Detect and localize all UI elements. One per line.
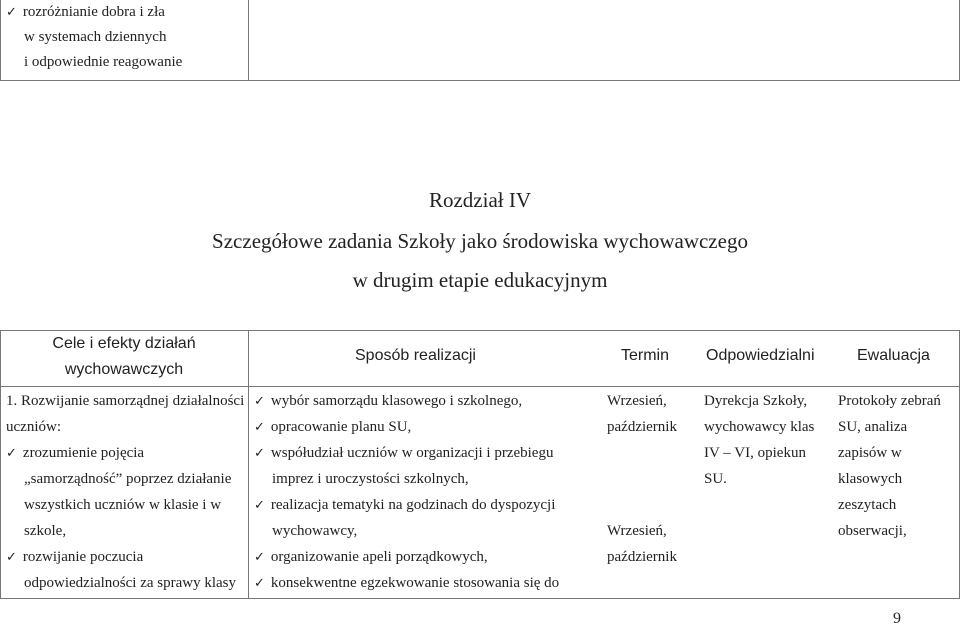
- checkmark-icon: ✓: [254, 446, 265, 461]
- term-line: październik: [607, 419, 677, 435]
- responsible-line: wychowawcy klas: [704, 419, 815, 435]
- header-term: Termin: [621, 347, 670, 364]
- header-responsible: Odpowiedzialni: [706, 347, 815, 364]
- header-evaluation: Ewaluacja: [857, 347, 930, 364]
- chapter-subtitle-line2: w drugim etapie edukacyjnym: [352, 268, 608, 292]
- checkmark-icon: ✓: [6, 5, 17, 20]
- goal-line: odpowiedzialności za sprawy klasy: [24, 575, 237, 591]
- evaluation-line: SU, analiza: [838, 419, 908, 435]
- goal-line: „samorządność” poprzez działanie: [24, 471, 232, 487]
- goal-line: wszystkich uczniów w klasie i w: [24, 497, 222, 513]
- top-table-divider: [248, 0, 249, 80]
- responsible-line: Dyrekcja Szkoły,: [704, 393, 808, 409]
- method-item: ✓ konsekwentne egzekwowanie stosowania się do: [254, 575, 560, 591]
- header-row-divider: [0, 386, 960, 387]
- top-list-item: ✓ rozróżnianie dobra i zła: [6, 4, 165, 20]
- goal-item: ✓ rozwijanie poczucia: [6, 549, 144, 565]
- evaluation-line: zeszytach: [838, 497, 897, 513]
- responsible-line: SU.: [704, 471, 727, 487]
- checkmark-icon: ✓: [254, 394, 265, 409]
- method-item: ✓ wybór samorządu klasowego i szkolnego,: [254, 393, 523, 409]
- top-list-item: i odpowiednie reagowanie: [24, 54, 183, 70]
- term-line: Wrzesień,: [607, 523, 667, 539]
- method-item: ✓ realizacja tematyki na godzinach do dyspozycji: [254, 497, 556, 513]
- term-line: Wrzesień,: [607, 393, 667, 409]
- goal-line: uczniów:: [6, 419, 61, 435]
- evaluation-line: Protokoły zebrań: [838, 393, 941, 409]
- goal-line: 1. Rozwijanie samorządnej działalności: [6, 393, 245, 409]
- method-item: ✓ organizowanie apeli porządkowych,: [254, 549, 488, 565]
- method-item: ✓ współudział uczniów w organizacji i przebiegu: [254, 445, 554, 461]
- checkmark-icon: ✓: [254, 498, 265, 513]
- checkmark-icon: ✓: [254, 550, 265, 565]
- evaluation-line: klasowych: [838, 471, 903, 487]
- header-goals: Cele i efekty działań wychowawczych: [52, 335, 196, 378]
- page-number: 9: [893, 610, 901, 627]
- chapter-subtitle-line1: Szczegółowe zadania Szkoły jako środowiska wychowawczego: [212, 229, 748, 253]
- goal-item: ✓ zrozumienie pojęcia: [6, 445, 145, 461]
- method-line: wychowawcy,: [272, 523, 358, 539]
- evaluation-line: zapisów w: [838, 445, 902, 461]
- checkmark-icon: ✓: [254, 420, 265, 435]
- checkmark-icon: ✓: [6, 446, 17, 461]
- method-line: imprez i uroczystości szkolnych,: [272, 471, 469, 487]
- term-line: październik: [607, 549, 677, 565]
- chapter-title: Rozdział IV: [428, 188, 532, 212]
- evaluation-line: obserwacji,: [838, 523, 907, 539]
- goal-line: szkole,: [24, 523, 67, 539]
- header-method: Sposób realizacji: [355, 347, 476, 364]
- top-list-item: w systemach dziennych: [24, 29, 167, 45]
- checkmark-icon: ✓: [6, 550, 17, 565]
- method-item: ✓ opracowanie planu SU,: [254, 419, 412, 435]
- responsible-line: IV – VI, opiekun: [704, 445, 806, 461]
- column-divider: [248, 330, 249, 599]
- checkmark-icon: ✓: [254, 576, 265, 591]
